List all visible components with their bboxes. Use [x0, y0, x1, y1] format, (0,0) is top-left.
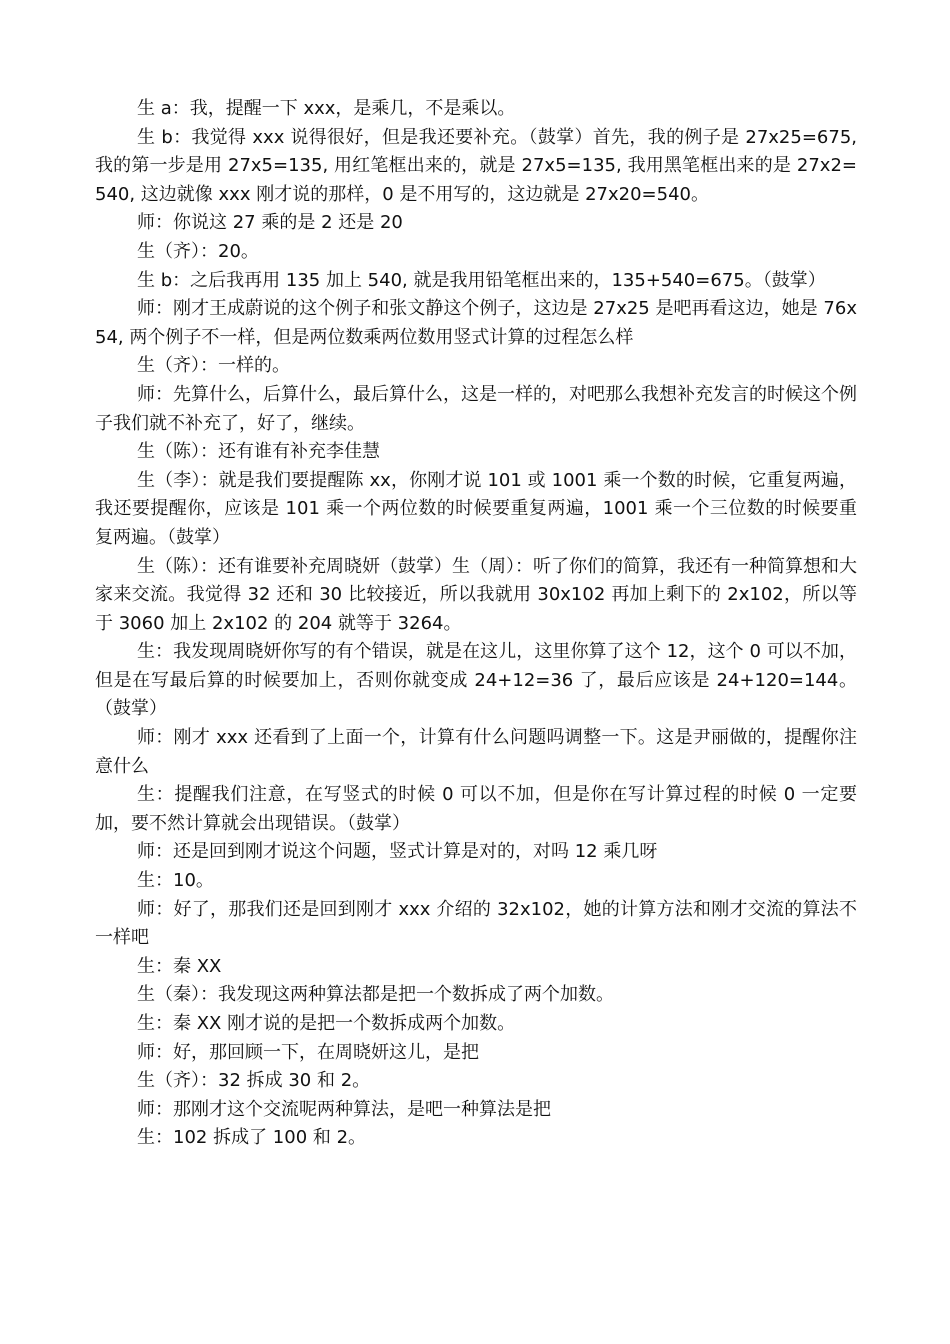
- paragraph: 师：好了，那我们还是回到刚才 xxx 介绍的 32x102，她的计算方法和刚才交流的算法不一样吧: [95, 898, 857, 949]
- paragraph: 生：秦 XX 刚才说的是把一个数拆成两个加数。: [137, 1013, 516, 1034]
- document-body: [95, 95, 857, 1153]
- paragraph: 生 b：之后我再用 135 加上 540, 就是我用铅笔框出来的，135+540=675。（鼓掌）: [137, 269, 826, 291]
- paragraph: 师：那刚才这个交流呢两种算法，是吧一种算法是把: [137, 1098, 551, 1120]
- paragraph: 生：提醒我们注意，在写竖式的时候 0 可以不加，但是你在写计算过程的时候 0 一定要加，要不然计算就会出现错误。（鼓掌）: [95, 784, 857, 834]
- paragraph: 师：好，那回顾一下，在周晓妍这儿，是把: [137, 1041, 479, 1063]
- paragraph: 生（齐）：32 拆成 30 和 2。: [137, 1070, 371, 1092]
- paragraph: 生 b：我觉得 xxx 说得很好，但是我还要补充。（鼓掌）首先，我的例子是 27x25=675, 我的第一步是用 27x5=135, 用红笔框出来的，就是 27x5=135, 我用黑笔框出来的是 27x2=540, 这边就像 xxx 刚才说的那样，0 是不用写的，这边就是 27x20=540。: [95, 126, 857, 205]
- paragraph: 师：刚才王成蔚说的这个例子和张文静这个例子，这边是 27x25 是吧再看这边，她是 76x54, 两个例子不一样，但是两位数乘两位数用竖式计算的过程怎么样: [95, 298, 857, 348]
- paragraph: 生（秦）：我发现这两种算法都是把一个数拆成了两个加数。: [137, 984, 614, 1006]
- paragraph: 师：刚才 xxx 还看到了上面一个，计算有什么问题吗调整一下。这是尹丽做的，提醒你注意什么: [95, 727, 857, 777]
- paragraph: 生：10。: [137, 870, 214, 892]
- paragraph: 生（齐）：一样的。: [137, 355, 290, 377]
- paragraph: 生（陈）：还有谁要补充周晓妍（鼓掌）生（周）：听了你们的简算，我还有一种简算想和大家来交流。我觉得 32 还和 30 比较接近，所以我就用 30x102 再加上剩下的 2x102，所以等于 3060 加上 2x102 的 204 就等于 3264。: [95, 555, 857, 634]
- paragraph: 师：你说这 27 乘的是 2 还是 20: [137, 212, 403, 234]
- paragraph: 生（陈）：还有谁有补充李佳慧: [137, 441, 380, 463]
- paragraph: 生：我发现周晓妍你写的有个错误，就是在这儿，这里你算了这个 12，这个 0 可以不加，但是在写最后算的时候要加上，否则你就变成 24+12=36 了，最后应该是 24+120=144。（鼓掌）: [95, 641, 857, 720]
- paragraph: 生（李）：就是我们要提醒陈 xx，你刚才说 101 或 1001 乘一个数的时候，它重复两遍，我还要提醒你，应该是 101 乘一个两位数的时候要重复两遍，1001 乘一个三位数的时候要重复两遍。（鼓掌）: [95, 469, 857, 548]
- paragraph: 师：还是回到刚才说这个问题，竖式计算是对的，对吗 12 乘几呀: [137, 841, 658, 863]
- paragraph: 生（齐）：20。: [137, 240, 259, 262]
- paragraph: 生：102 拆成了 100 和 2。: [137, 1127, 367, 1149]
- paragraph: 生：秦 XX: [137, 955, 222, 977]
- paragraph: 师：先算什么，后算什么，最后算什么，这是一样的，对吧那么我想补充发言的时候这个例子我们就不补充了，好了，继续。: [95, 383, 857, 434]
- paragraph: 生 a：我，提醒一下 xxx，是乘几，不是乘以。: [137, 98, 516, 119]
